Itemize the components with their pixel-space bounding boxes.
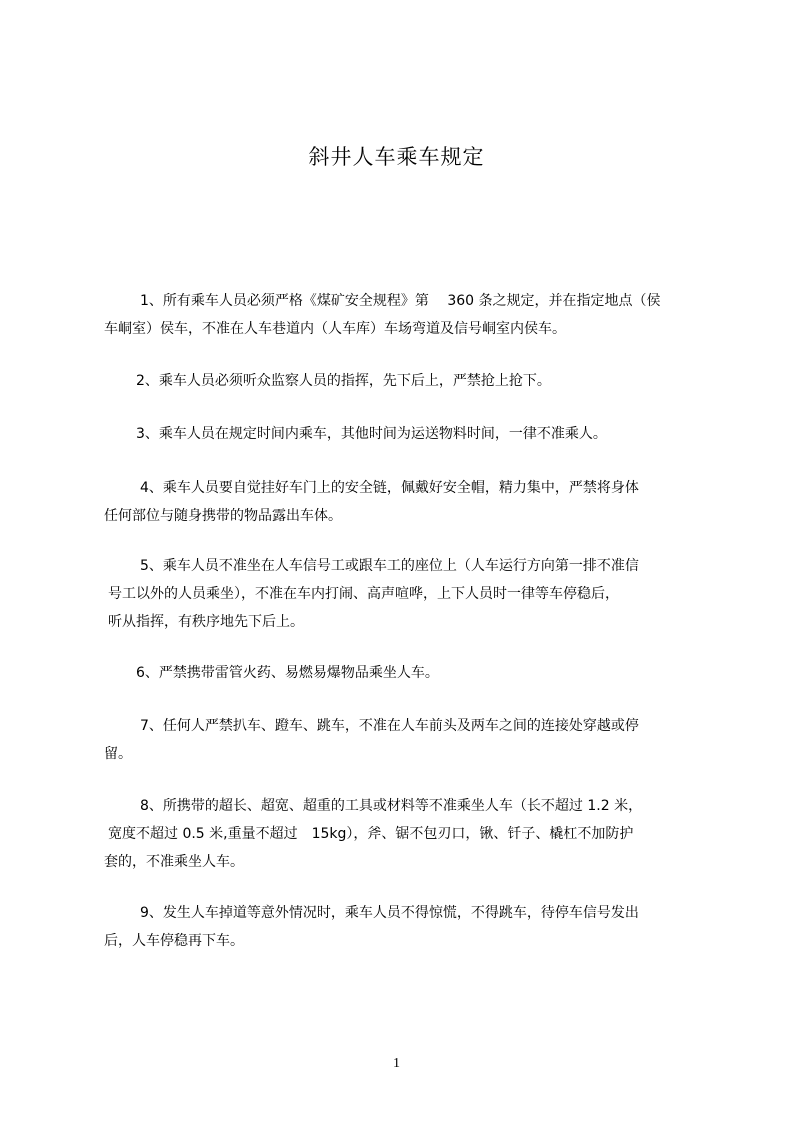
rule-7 bbox=[104, 712, 716, 768]
page-number: 1 bbox=[393, 1056, 400, 1071]
rule-9 bbox=[104, 899, 716, 955]
document-title: 斜井人车乘车规定 bbox=[308, 145, 485, 169]
rule-6 bbox=[104, 659, 716, 687]
rule-7-line-2: 留。 bbox=[104, 746, 132, 762]
rule-1-line-2: 车峒室）侯车，不准在人车巷道内（人车库）车场弯道及信号峒室内侯车。 bbox=[104, 321, 566, 337]
rule-2 bbox=[104, 367, 716, 395]
rule-1-line-1: 1、所有乘车人员必须严格《煤矿安全规程》第 360 条之规定，并在指定地点（侯 bbox=[140, 293, 661, 309]
rule-2-line-1: 2、乘车人员必须听众监察人员的指挥，先下后上，严禁抢上抢下。 bbox=[136, 373, 551, 389]
rule-4-line-2: 任何部位与随身携带的物品露出车体。 bbox=[104, 508, 342, 524]
rule-5-line-2: 号工以外的人员乘坐），不准在车内打闹、高声喧哗，上下人员时一律等车停稳后， bbox=[108, 586, 619, 602]
rule-5-line-3: 听从指挥，有秩序地先下后上。 bbox=[108, 614, 304, 630]
rule-4 bbox=[104, 474, 716, 530]
rule-7-line-1: 7、任何人严禁扒车、蹬车、跳车，不准在人车前头及两车之间的连接处穿越或停 bbox=[140, 718, 639, 734]
rule-5 bbox=[104, 552, 716, 636]
rule-3-line-1: 3、乘车人员在规定时间内乘车，其他时间为运送物料时间，一律不准乘人。 bbox=[136, 426, 607, 442]
rule-8 bbox=[104, 792, 716, 876]
rule-8-line-2: 宽度不超过 0.5 米,重量不超过 15kg），斧、锯不包刃口，锹、钎子、橇杠不加防护 bbox=[108, 826, 634, 842]
rule-8-line-1: 8、所携带的超长、超宽、超重的工具或材料等不准乘坐人车（长不超过 1.2 米， bbox=[140, 798, 643, 814]
rule-4-line-1: 4、乘车人员要自觉挂好车门上的安全链，佩戴好安全帽，精力集中，严禁将身体 bbox=[140, 480, 639, 496]
rule-8-line-3: 套的，不准乘坐人车。 bbox=[104, 854, 244, 870]
rule-3 bbox=[104, 420, 716, 448]
rule-9-line-1: 9、发生人车掉道等意外情况时，乘车人员不得惊慌，不得跳车，待停车信号发出 bbox=[140, 905, 639, 921]
rule-6-line-1: 6、严禁携带雷管火药、易燃易爆物品乘坐人车。 bbox=[136, 665, 439, 681]
rule-9-line-2: 后，人车停稳再下车。 bbox=[104, 933, 244, 949]
rule-5-line-1: 5、乘车人员不准坐在人车信号工或跟车工的座位上（人车运行方向第一排不准信 bbox=[140, 558, 639, 574]
rule-1 bbox=[104, 287, 716, 343]
